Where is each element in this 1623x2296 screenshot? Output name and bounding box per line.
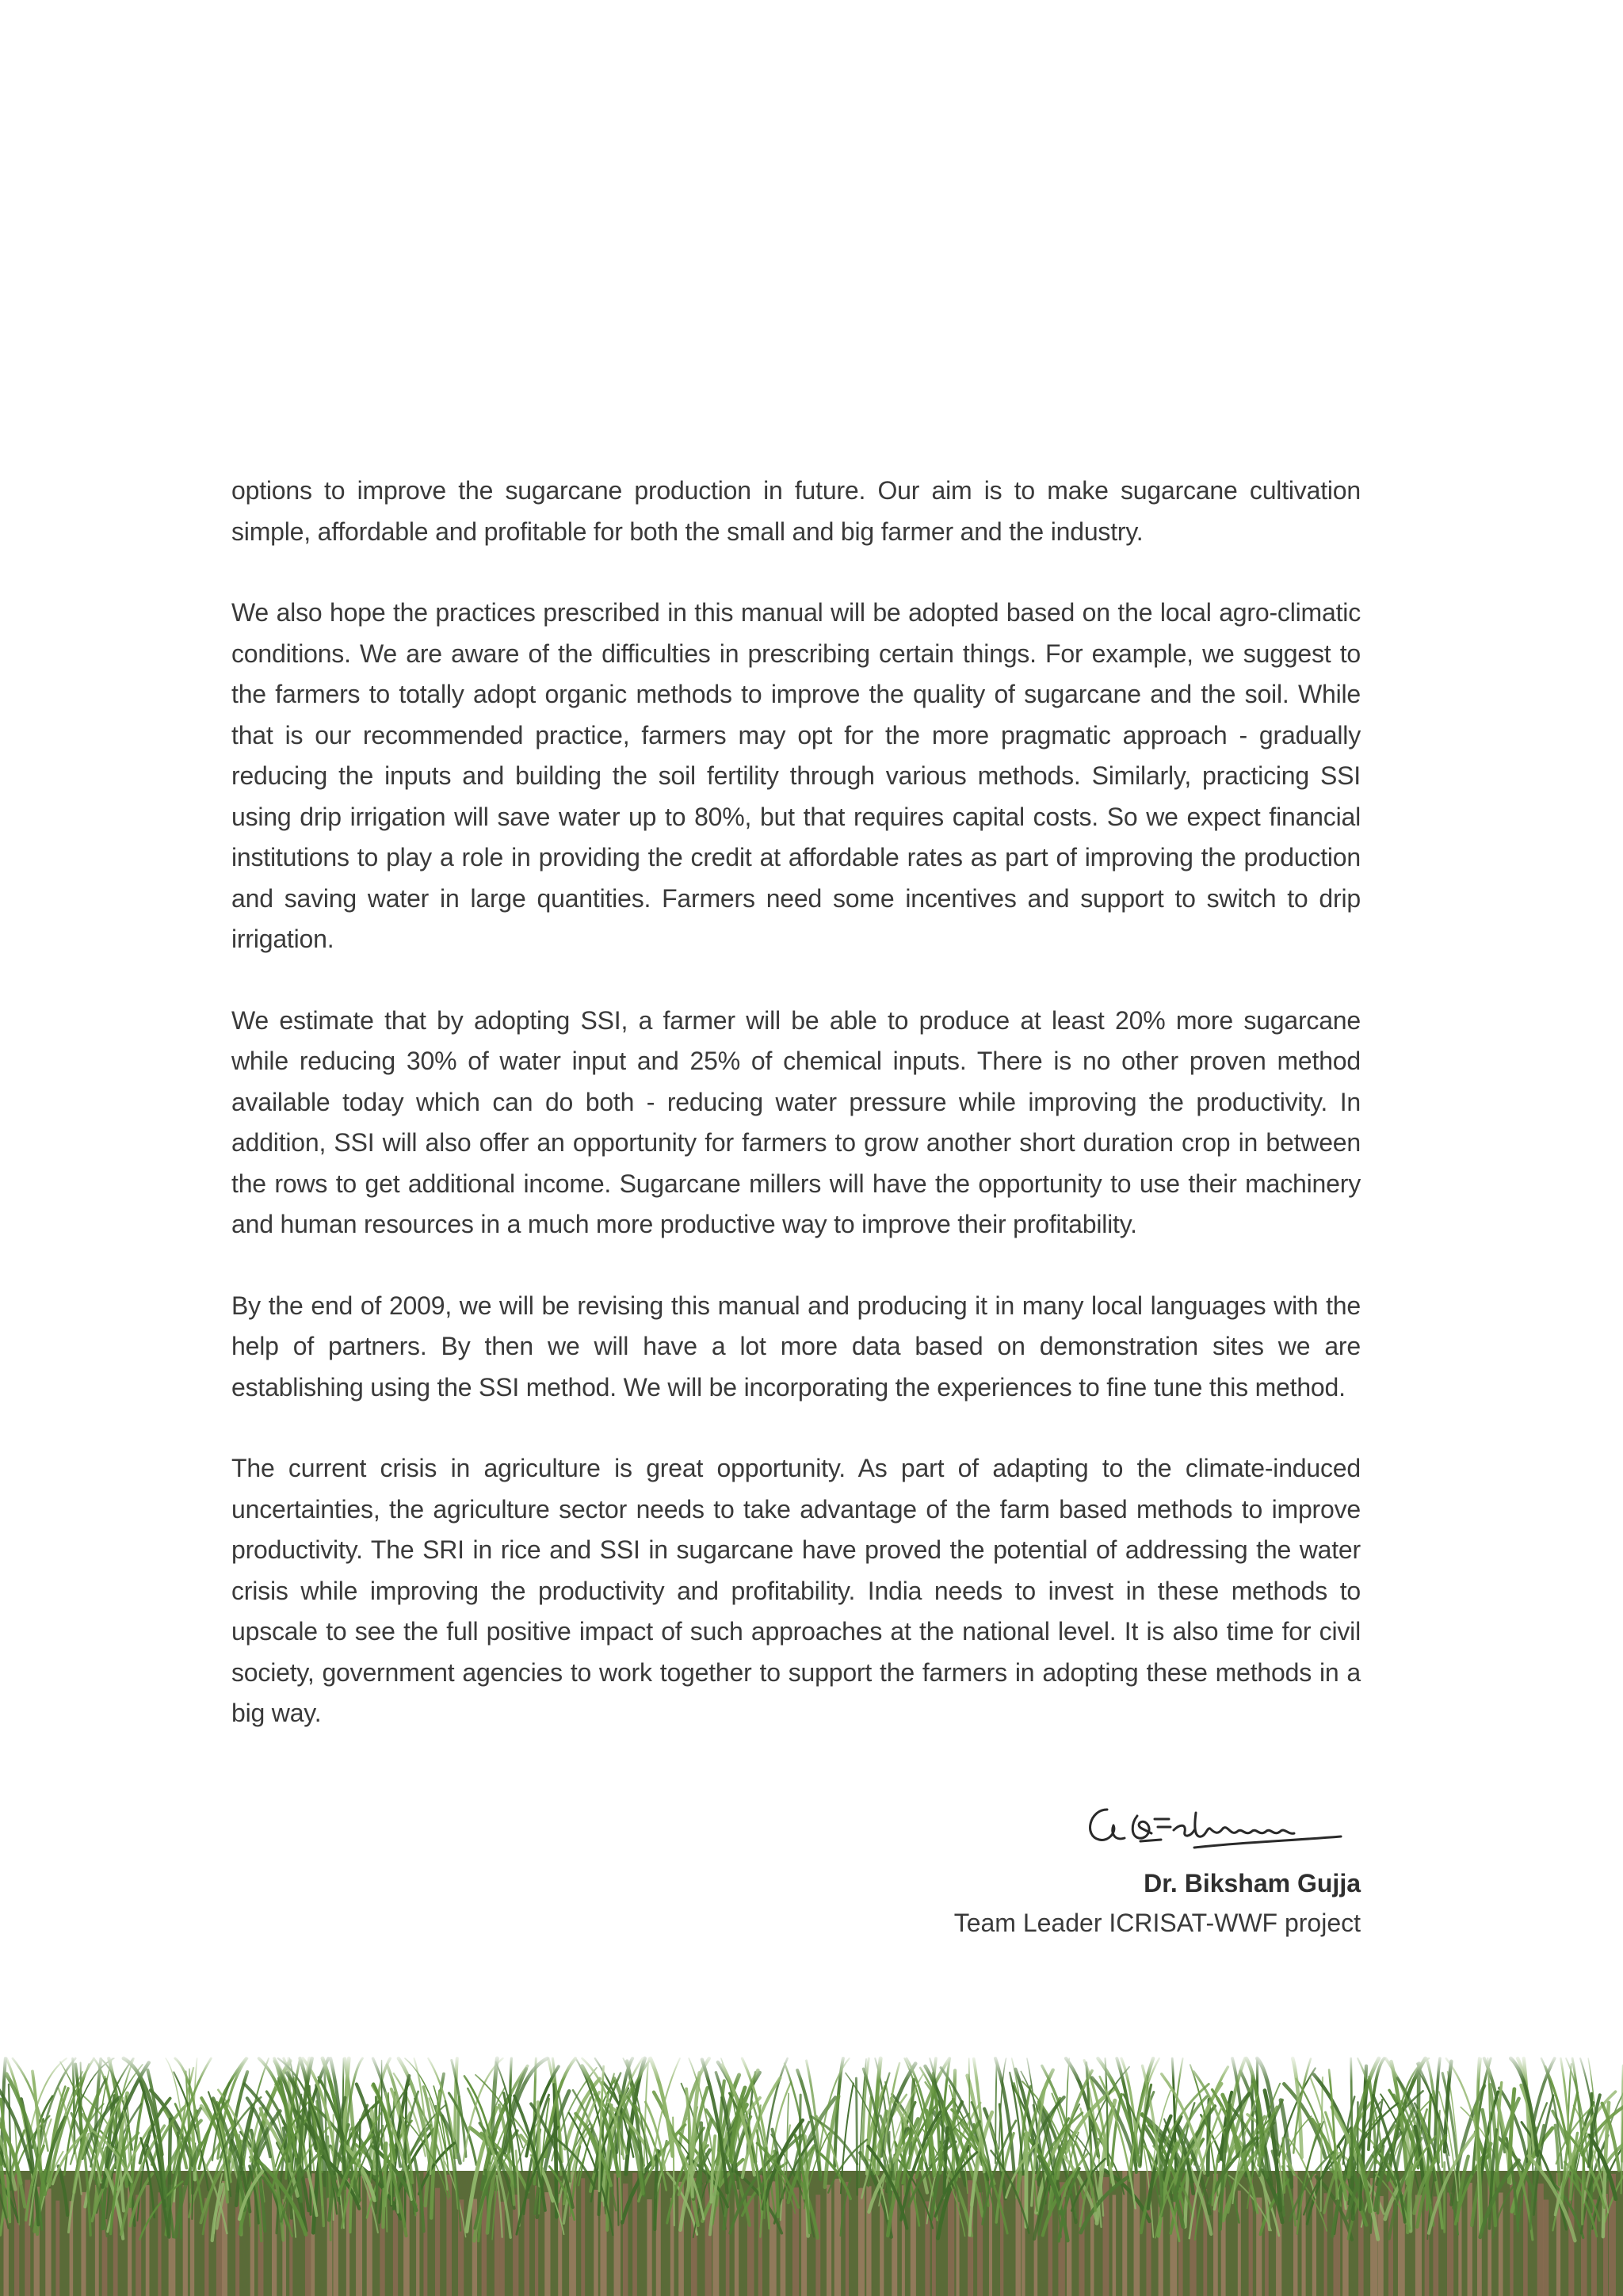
paragraph-2: We also hope the practices prescribed in this manual will be adopted based on the local agro-climatic conditions. We are aware of the difficulties in prescribing certain things. For example, we suggest to the farmers to totally adopt organic methods to improve the quality of sugarcane and the soil. While that is our recommended practice, farmers may opt for the more pragmatic approach - gradually reducing the inputs and building the soil fertility through various methods. Similarly, practicing SSI using drip irrigation will save water up to 80%, but that requires capital costs. So we expect financial institutions to play a role in providing the credit at affordable rates as part of improving the production and saving water in large quantities. Farmers need some incentives and support to switch to drip irrigation. xyxy=(231,598,1361,953)
paragraph-3: We estimate that by adopting SSI, a farmer will be able to produce at least 20% more sugarcane while reducing 30% of water input and 25% of chemical inputs. There is no other proven method available today which can do both - reducing water pressure while improving the productivity. In addition, SSI will also offer an opportunity for farmers to grow another short duration crop in between the rows to get additional income. Sugarcane millers will have the opportunity to use their machinery and human resources in a much more productive way to improve their profitability. xyxy=(231,1005,1361,1238)
paragraph-5: The current crisis in agriculture is great opportunity. As part of adapting to the climate-induced uncertainties, the agriculture sector needs to take advantage of the farm based methods to improve productivity. The SRI in rice and SSI in sugarcane have proved the potential of addressing the water crisis while improving the productivity and profitability. India needs to invest in these methods to upscale to see the full positive impact of such approaches at the national level. It is also time for civil society, government agencies to work together to support the farmers in adopting these methods in a big way. xyxy=(231,1454,1361,1727)
signature-block xyxy=(806,1792,1361,1943)
signatory-name: Dr. Biksham Gujja xyxy=(1144,1869,1361,1897)
signatory-title: Team Leader ICRISAT-WWF project xyxy=(953,1909,1361,1937)
body-text xyxy=(231,471,1361,1775)
sugarcane-field-icon xyxy=(0,2052,1623,2296)
paragraph-4: By the end of 2009, we will be revising this manual and producing it in many local languages with the help of partners. By then we will have a lot more data based on demonstration sites we are establishing using the SSI method. We will be incorporating the experiences to fine tune this method. xyxy=(231,1291,1361,1402)
handwritten-signature-icon xyxy=(1075,1792,1361,1863)
paragraph-1: options to improve the sugarcane production in future. Our aim is to make sugarcane cultivation simple, affordable and profitable for both the small and big farmer and the industry. xyxy=(231,476,1361,546)
